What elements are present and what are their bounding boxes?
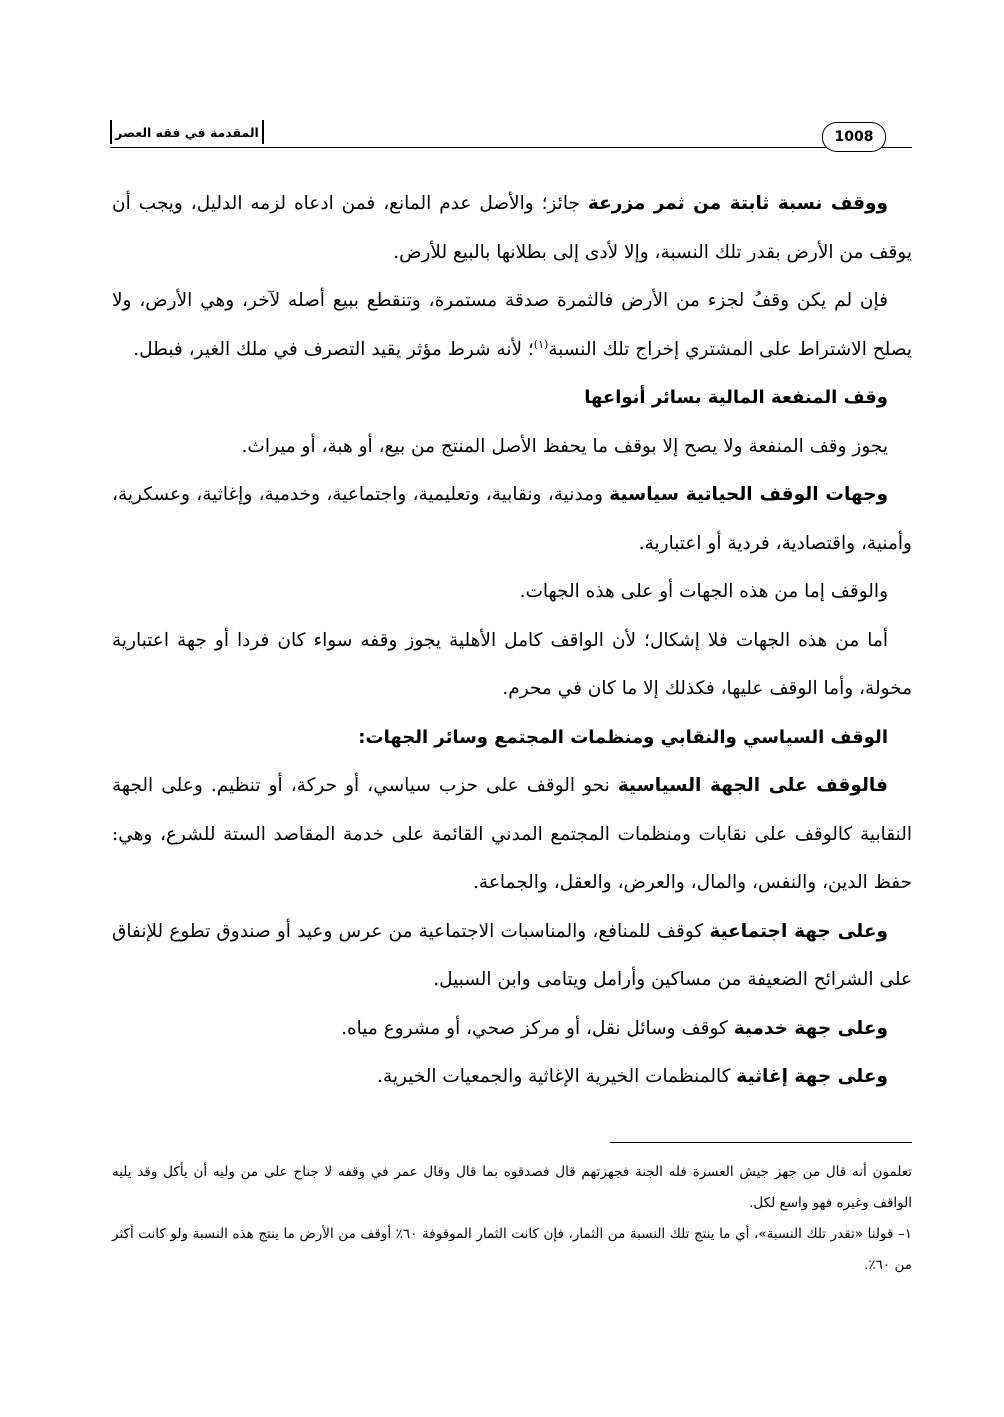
body-text — [112, 180, 912, 1102]
paragraph-8 — [112, 908, 912, 1005]
footnote-separator — [610, 1142, 912, 1143]
paragraph-7-lead: فالوقف على الجهة السياسية — [617, 775, 888, 796]
footnote-marker-1: (١) — [533, 337, 549, 351]
paragraph-6: أما من هذه الجهات فلا إشكال؛ لأن الواقف كامل الأهلية يجوز وقفه سواء كان فردا أو جهة اعتبارية مخولة، وأما الوقف عليها، فكذلك إلا ما كان في محرم. — [112, 629, 912, 699]
paragraph-8-lead: وعلى جهة اجتماعية — [709, 920, 888, 942]
paragraph-8-text: كوقف للمنافع، والمناسبات الاجتماعية من عرس وعيد أو صندوق تطوع للإنفاق على الشرائح الضعيفة من مساكين وأرامل ويتامى وابن السبيل. — [112, 920, 912, 990]
paragraph-4-text: ومدنية، ونقابية، وتعليمية، واجتماعية، وخدمية، وإغاثية، وعسكرية، وأمنية، واقتصادية، فردية أو اعتبارية. — [112, 484, 912, 554]
paragraph-10-text: كالمنظمات الخيرية الإغاثية والجمعيات الخيرية. — [377, 1066, 737, 1087]
paragraph-2 — [112, 277, 912, 374]
paragraph-4 — [112, 471, 912, 568]
section-heading-1: وقف المنفعة المالية بسائر أنواعها — [584, 387, 888, 408]
paragraph-10 — [112, 1053, 912, 1102]
paragraph-9-lead: وعلى جهة خدمية — [733, 1017, 888, 1039]
paragraph-10-lead: وعلى جهة إغاثية — [736, 1066, 888, 1087]
paragraph-2-text-b: ؛ لأنه شرط مؤثر يقيد التصرف في ملك الغير، فبطل. — [133, 338, 534, 360]
paragraph-1 — [112, 180, 912, 277]
paragraph-3: يجوز وقف المنفعة ولا يصح إلا بوقف ما يحفظ الأصل المنتج من بيع، أو هبة، أو ميراث. — [241, 435, 888, 457]
section-heading-2: الوقف السياسي والنقابي ومنظمات المجتمع وسائر الجهات: — [358, 726, 888, 748]
footnote-1: ١– قولنا «تقدر تلك النسبة»، أي ما ينتج تلك النسبة من الثمار، فإن كانت الثمار الموقوفة ٦٠٪ أوقف من الأرض ما ينتج هذه النسبة ولو كانت أكثر من ٦٠٪. — [112, 1226, 912, 1273]
paragraph-1-text: جائز؛ والأصل عدم المانع، فمن ادعاه لزمه الدليل، ويجب أن يوقف من الأرض بقدر تلك النسبة، وإلا لأدى إلى بطلانها بالبيع للأرض. — [112, 193, 912, 263]
header-rule — [110, 147, 912, 148]
page-number: 1008 — [822, 122, 886, 152]
footnotes — [112, 1157, 912, 1281]
paragraph-2-text-a: فإن لم يكن وقفُ لجزء من الأرض فالثمرة صدقة مستمرة، وتنقطع ببيع أصله لآخر، وهي الأرض، ولا يصلح الاشتراط على المشتري إخراج تلك النسبة — [112, 290, 912, 360]
paragraph-7 — [112, 762, 912, 908]
paragraph-4-lead: وجهات الوقف الحياتية سياسية — [609, 484, 888, 505]
paragraph-9 — [112, 1005, 912, 1054]
footnote-continued: تعلمون أنه قال من جهز جيش العسرة فله الجنة فجهزتهم قال فصدقوه بما قال وقال عمر في وقفه لا جناح على من وليه أن يأكل وقد يليه الواقف وغيره فهو واسع لكل. — [112, 1164, 912, 1211]
paragraph-9-text: كوقف وسائل نقل، أو مركز صحي، أو مشروع مياه. — [341, 1017, 734, 1039]
paragraph-7-text: نحو الوقف على حزب سياسي، أو حركة، أو تنظيم. وعلى الجهة النقابية كالوقف على نقابات ومنظمات المجتمع المدني القائمة على خدمة المقاصد الستة للشرع، وهي: حفظ الدين، والنفس، والمال، والعرض، والعقل، والجماعة. — [112, 775, 912, 893]
paragraph-5: والوقف إما من هذه الجهات أو على هذه الجهات. — [519, 581, 888, 602]
paragraph-1-lead: ووقف نسبة ثابتة من ثمر مزرعة — [587, 193, 888, 214]
book-title: المقدمة في فقه العصر — [110, 120, 264, 144]
